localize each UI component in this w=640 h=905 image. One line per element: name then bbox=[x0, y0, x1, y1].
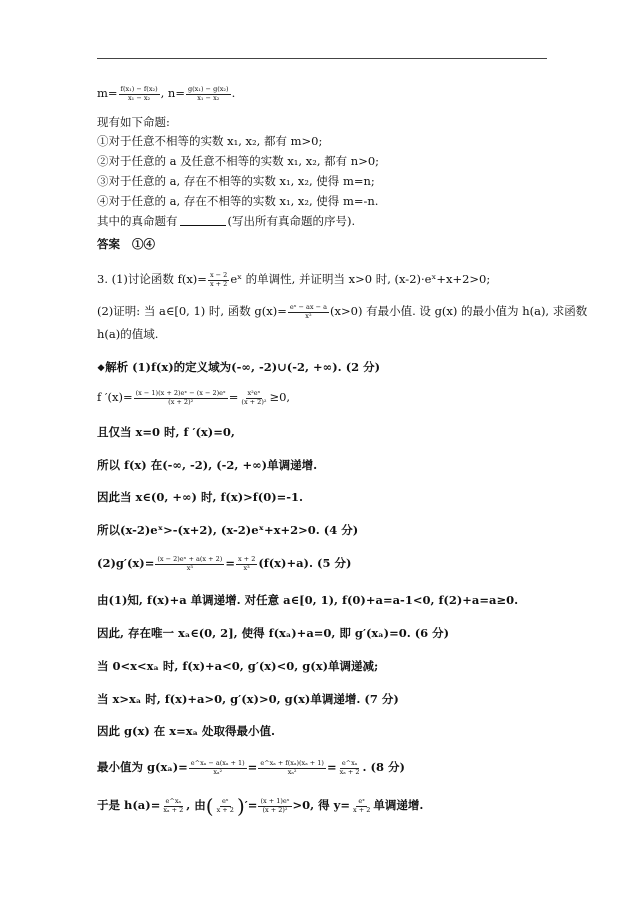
solution-step-9: 因此, 存在唯一 xₐ∈(0, 2], 使得 f(xₐ)+a=0, 即 g′(xₐ)=0. (6 分) bbox=[97, 626, 450, 640]
problem-3-part-2-cont: h(a)的值域. bbox=[97, 327, 159, 341]
m-fraction: $\frac{\text{f(x₁) − f(x₂)}}{\text{x₁ − x₂}}$ bbox=[120, 85, 158, 102]
solution-step-10: 当 0<x<xₐ 时, f(x)+a<0, g′(x)<0, g(x)单调递减; bbox=[97, 659, 379, 673]
proposition-1: ①对于任意不相等的实数 x₁, x₂, 都有 m>0; bbox=[97, 134, 323, 148]
solution-step-13: 最小值为 g(xₐ)= $\frac{\text{e\textasciicircum{}xₐ − a(xₐ + 1)}}{\text{xₐ²}}$ = $\frac{\text{e\textasciicircum{}xₐ + f(xₐ)(xₐ + 1)}}{\text{xₐ²}}$ = $\frac{\text{e\textasciicircum{}xₐ}}{\text{xₐ + 2}}$ . (8 分) bbox=[97, 759, 405, 776]
propositions-intro: 现有如下命题: bbox=[97, 115, 170, 129]
proposition-2: ②对于任意的 a 及任意不相等的实数 x₁, x₂, 都有 n>0; bbox=[97, 154, 380, 168]
solution-step-7: (2)g′(x)= $\frac{\text{(x − 2)eˣ + a(x + 2)}}{\text{x³}}$ = $\frac{x + 2}{\text{x³}}$ (f(x)+a). (5 分) bbox=[97, 555, 352, 572]
solution-step-2: f ′(x)= $\frac{\text{(x − 1)(x + 2)eˣ − (x − 2)eˣ}}{\text{(x + 2)²}}$ = $\frac{\text{x²eˣ}}{\text{(x + 2)²}}$ ≥0, bbox=[97, 389, 291, 406]
definition-line: m= $\frac{\text{f(x₁) − f(x₂)}}{\text{x₁ − x₂}}$ , n= $\frac{\text{g(x₁) − g(x₂)}}{\text{x₁ − x₂}}$ . bbox=[97, 85, 236, 102]
fx-fraction: $\frac{x - 2}{x + 2}$ bbox=[209, 271, 228, 288]
h-fraction: $\frac{\text{e\textasciicircum{}xₐ}}{\text{xₐ + 2}}$ bbox=[163, 797, 184, 814]
ratio-fraction: $\frac{\text{eˣ}}{x + 2}$ bbox=[216, 797, 234, 814]
solution-step-8: 由(1)知, f(x)+a 单调递增. 对任意 a∈[0, 1), f(0)+a=a-1<0, f(2)+a=a≥0. bbox=[97, 593, 519, 607]
solution-step-11: 当 x>xₐ 时, f(x)+a>0, g′(x)>0, g(x)单调递增. (7 分) bbox=[97, 692, 399, 706]
n-fraction: $\frac{\text{g(x₁) − g(x₂)}}{\text{x₁ − x₂}}$ bbox=[187, 85, 229, 102]
question-line: 其中的真命题有 (写出所有真命题的序号). bbox=[97, 214, 356, 228]
derivative-fraction-1: $\frac{\text{(x − 1)(x + 2)eˣ − (x − 2)eˣ}}{\text{(x + 2)²}}$ bbox=[135, 389, 226, 406]
solution-step-3: 且仅当 x=0 时, f ′(x)=0, bbox=[97, 425, 235, 439]
answer-label: 答案 bbox=[97, 237, 120, 251]
answer-blank bbox=[180, 214, 226, 226]
g-derivative-fraction-2: $\frac{x + 2}{\text{x³}}$ bbox=[237, 555, 256, 572]
solution-step-4: 所以 f(x) 在(-∞, -2), (-2, +∞)单调递增. bbox=[97, 458, 318, 472]
y-fraction: $\frac{\text{eˣ}}{x + 2}$ bbox=[352, 797, 371, 814]
solution-mark-icon: ❖ bbox=[97, 364, 106, 374]
answer-value: ①④ bbox=[132, 237, 156, 251]
problem-3-part-1: 3. (1)讨论函数 f(x)= $\frac{x - 2}{x + 2}$ eˣ 的单调性, 并证明当 x>0 时, (x-2)·eˣ+x+2>0; bbox=[97, 271, 491, 288]
m-label: m= bbox=[97, 86, 118, 100]
proposition-3: ③对于任意的 a, 存在不相等的实数 x₁, x₂, 使得 m=n; bbox=[97, 174, 375, 188]
solution-step-6: 所以(x-2)eˣ>-(x+2), (x-2)eˣ+x+2>0. (4 分) bbox=[97, 523, 359, 537]
min-fraction-1: $\frac{\text{e\textasciicircum{}xₐ − a(xₐ + 1)}}{\text{xₐ²}}$ bbox=[190, 759, 245, 776]
gx-fraction: $\frac{\text{eˣ − ax − a}}{\text{x²}}$ bbox=[289, 303, 328, 320]
problem-3-part-2: (2)证明: 当 a∈[0, 1) 时, 函数 g(x)= $\frac{\text{eˣ − ax − a}}{\text{x²}}$ (x>0) 有最小值. 设 g(x) 的最小值为 h(a), 求函数 bbox=[97, 303, 588, 320]
n-label: , n= bbox=[160, 86, 185, 100]
solution-label: 解析 bbox=[105, 360, 129, 374]
solution-step-14: 于是 h(a)= $\frac{\text{e\textasciicircum{}xₐ}}{\text{xₐ + 2}}$ , 由( $\frac{\text{eˣ}}{x + 2}$ )′= $\frac{\text{(x + 1)eˣ}}{\text{(x + 2)²}}$ >0, 得 y= $\frac{\text{eˣ}}{x + 2}$ 单调递增. bbox=[97, 794, 424, 818]
proposition-4: ④对于任意的 a, 存在不相等的实数 x₁, x₂, 使得 m=-n. bbox=[97, 194, 379, 208]
solution-step-1: ❖解析 (1)f(x)的定义域为(-∞, -2)∪(-2, +∞). (2 分) bbox=[97, 360, 381, 374]
solution-step-5: 因此当 x∈(0, +∞) 时, f(x)>f(0)=-1. bbox=[97, 490, 304, 504]
ratio-derivative-fraction: $\frac{\text{(x + 1)eˣ}}{\text{(x + 2)²}}$ bbox=[260, 797, 290, 814]
min-fraction-3: $\frac{\text{e\textasciicircum{}xₐ}}{\text{xₐ + 2}}$ bbox=[339, 759, 360, 776]
min-fraction-2: $\frac{\text{e\textasciicircum{}xₐ + f(xₐ)(xₐ + 1)}}{\text{xₐ²}}$ bbox=[260, 759, 324, 776]
g-derivative-fraction-1: $\frac{\text{(x − 2)eˣ + a(x + 2)}}{\text{x³}}$ bbox=[157, 555, 223, 572]
derivative-fraction-2: $\frac{\text{x²eˣ}}{\text{(x + 2)²}}$ bbox=[241, 389, 267, 406]
answer-line bbox=[97, 237, 155, 252]
solution-step-12: 因此 g(x) 在 x=xₐ 处取得最小值. bbox=[97, 724, 276, 738]
header-rule bbox=[97, 58, 547, 59]
